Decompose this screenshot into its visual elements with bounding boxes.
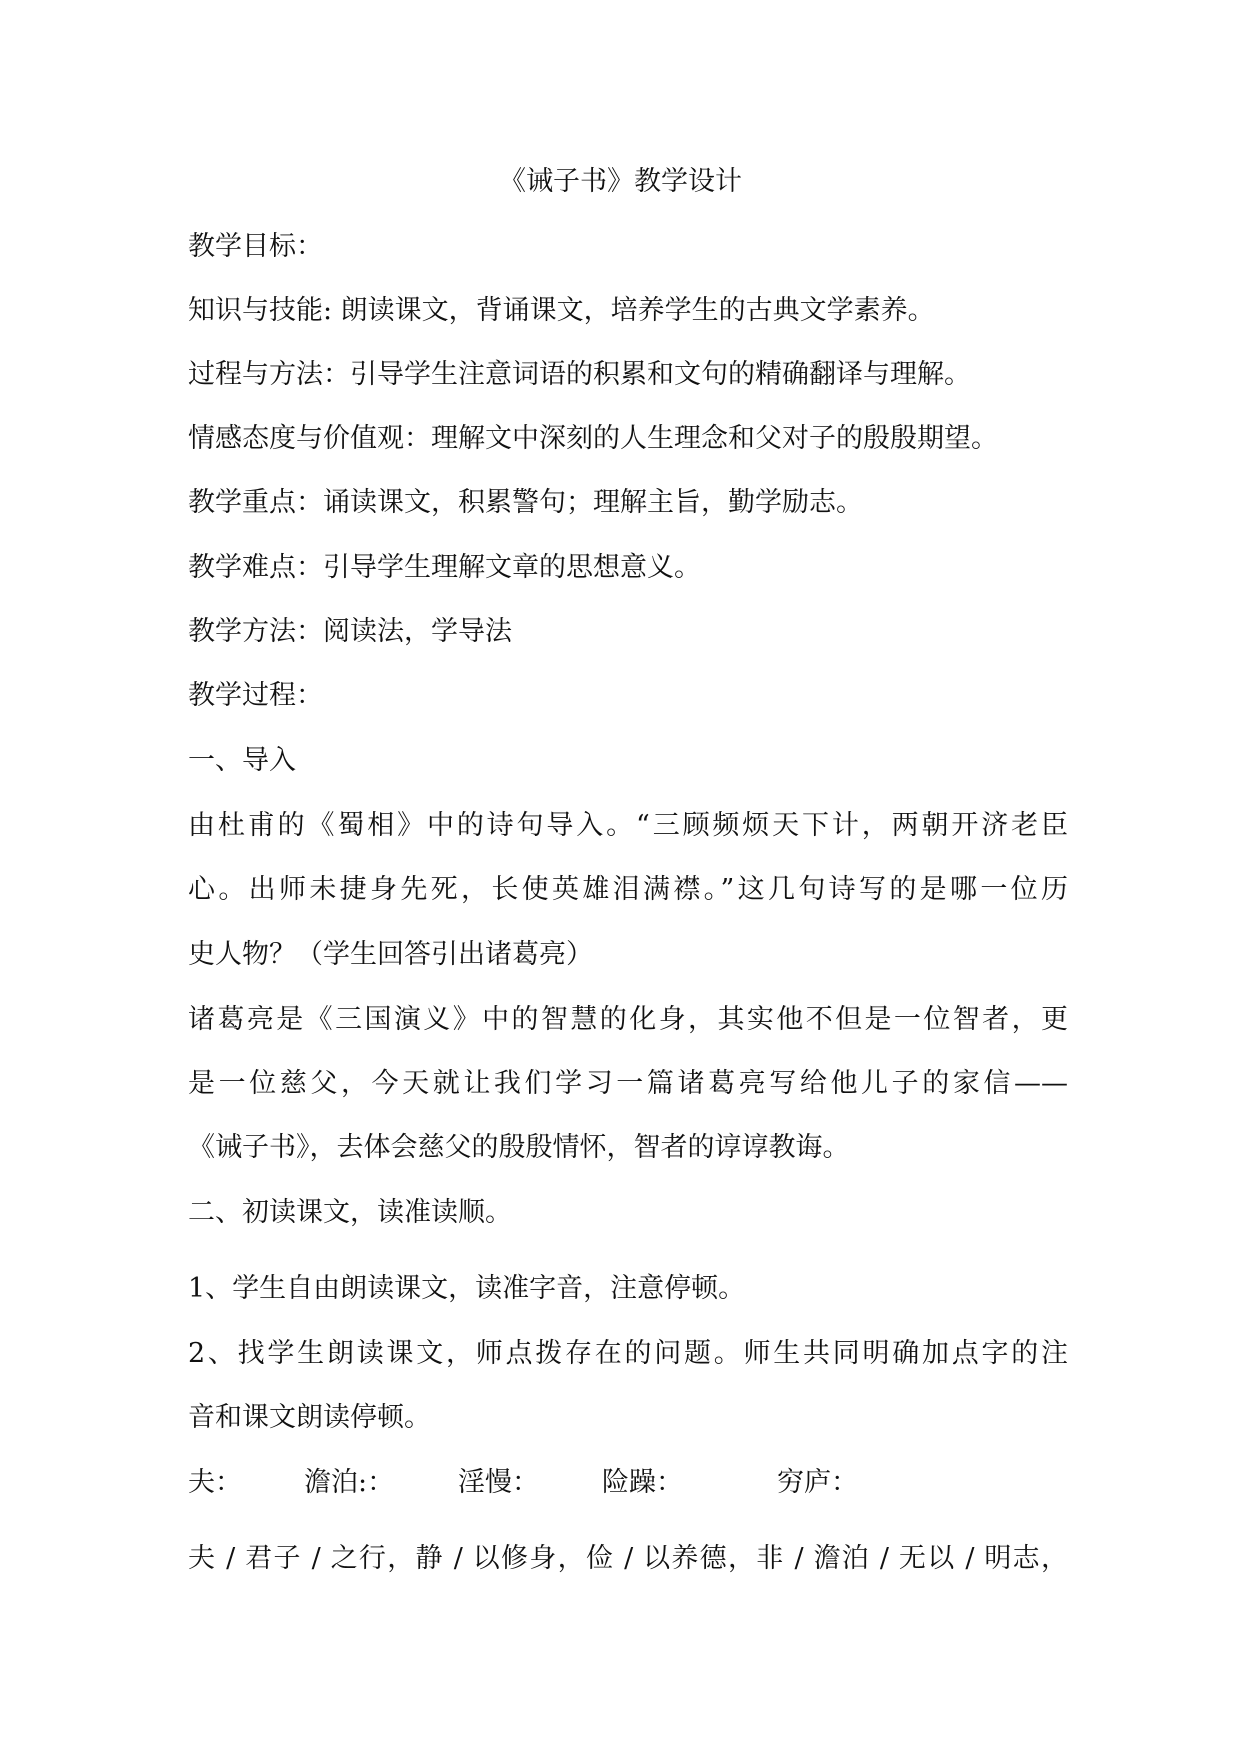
text-line: 情感态度与价值观：理解文中深刻的人生理念和父对子的殷殷期望。 bbox=[188, 423, 998, 454]
text-line: 教学过程： bbox=[188, 680, 323, 711]
document-title: 《诫子书》教学设计 bbox=[499, 166, 742, 197]
section-heading: 一、导入 bbox=[188, 745, 296, 776]
text-line: 1、学生自由朗读课文，读准字音，注意停顿。 bbox=[188, 1273, 746, 1304]
text-line: 心。出师未捷身先死，长使英雄泪满襟。”这几句诗写的是哪一位历 bbox=[188, 874, 1068, 905]
text-line: 史人物？（学生回答引出诸葛亮） bbox=[188, 939, 593, 970]
text-line: 是一位慈父，今天就让我们学习一篇诸葛亮写给他儿子的家信—— bbox=[188, 1068, 1068, 1099]
text-line: 《诫子书》，去体会慈父的殷殷情怀，智者的谆谆教诲。 bbox=[188, 1132, 850, 1163]
text-line: 夫 / 君子 / 之行，静 / 以修身，俭 / 以养德，非 / 澹泊 / 无以 / 明志， bbox=[188, 1543, 1068, 1574]
text-line: 音和课文朗读停顿。 bbox=[188, 1402, 431, 1433]
pinyin-word: 澹泊:： bbox=[304, 1467, 395, 1498]
text-line: 诸葛亮是《三国演义》中的智慧的化身，其实他不但是一位智者，更 bbox=[188, 1004, 1068, 1035]
pinyin-word: 夫： bbox=[188, 1467, 242, 1498]
pinyin-word: 淫慢： bbox=[458, 1467, 539, 1498]
text-line: 教学重点：诵读课文，积累警句；理解主旨，勤学励志。 bbox=[188, 487, 863, 518]
text-line: 2、找学生朗读课文，师点拨存在的问题。师生共同明确加点字的注 bbox=[188, 1338, 1068, 1369]
text-line: 教学难点：引导学生理解文章的思想意义。 bbox=[188, 552, 701, 583]
section-heading: 二、初读课文，读准读顺。 bbox=[188, 1197, 512, 1228]
pinyin-word-row bbox=[0, 1463, 1241, 1503]
text-line: 由杜甫的《蜀相》中的诗句导入。“三顾频烦天下计，两朝开济老臣 bbox=[188, 810, 1068, 841]
text-line: 教学目标： bbox=[188, 231, 323, 262]
pinyin-word: 险躁： bbox=[602, 1467, 683, 1498]
pinyin-word: 穷庐： bbox=[777, 1467, 858, 1498]
text-line: 知识与技能: 朗读课文，背诵课文，培养学生的古典文学素养。 bbox=[188, 295, 935, 326]
text-line: 过程与方法：引导学生注意词语的积累和文句的精确翻译与理解。 bbox=[188, 359, 971, 390]
text-line: 教学方法：阅读法，学导法 bbox=[188, 616, 512, 647]
